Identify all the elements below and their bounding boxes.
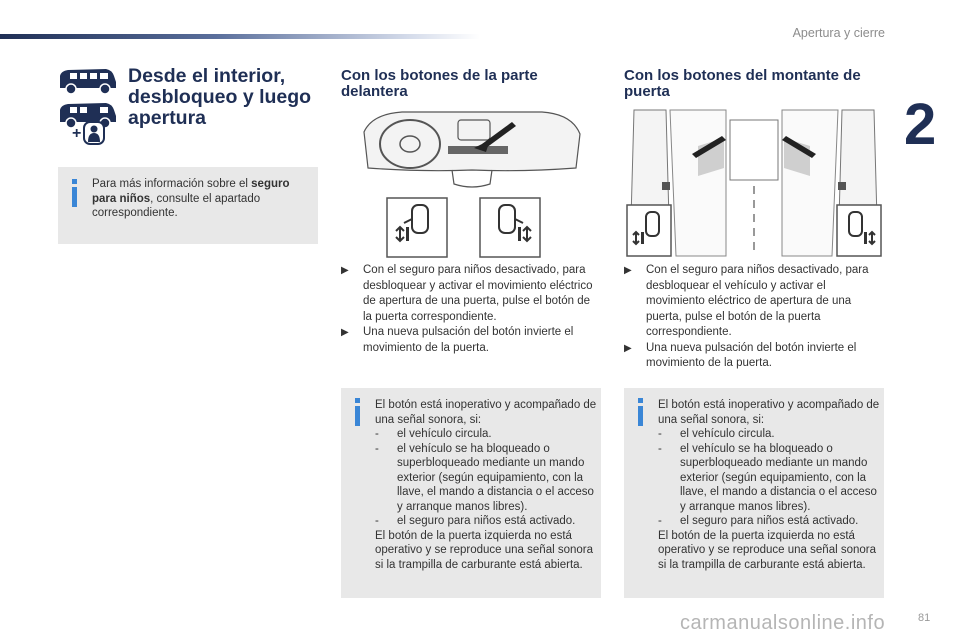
info-text: El botón está inoperativo y acompañado de una señal sonora, si: - el vehículo circula. - el vehículo se ha bloqueado o superbloqueado mediante un mando exterior (según equipamiento, con la llave, el mando a distancia o el acceso y arranque manos libres). - el seguro para niños está activado. El botón de la puerta izquierda no está operativo y se reproduce una señal sonora si la trampilla de carburante está abierta. [658,399,880,571]
door-button-left-icon [386,197,448,258]
list-item: - el seguro para niños está activado. [375,515,576,527]
info-box-child-lock [58,167,318,244]
list-item: - el vehículo se ha bloqueado o superbloqueado mediante un mando exterior (según equipamiento, con la llave, el mando a distancia o el acceso y arranque manos libres). [375,442,594,513]
heading-pillar-buttons: Con los botones del montante de puerta [624,67,861,100]
heading-front-buttons: Con los botones de la parte delantera [341,67,538,100]
list-item: - el vehículo se ha bloqueado o superbloqueado mediante un mando exterior (según equipamiento, con la llave, el mando a distancia o el acceso y arranque manos libres). [658,442,877,513]
arrow-right-icon: ▶ [624,342,632,354]
info-text: El botón está inoperativo y acompañado de una señal sonora, si: - el vehículo circula. - el vehículo se ha bloqueado o superbloqueado mediante un mando exterior (según equipamiento, con la llave, el mando a distancia o el acceso y arranque manos libres). - el seguro para niños está activado. El botón de la puerta izquierda no está operativo y se reproduce una señal sonora si la trampilla de carburante está abierta. [375,399,597,571]
list-item: - el seguro para niños está activado. [658,515,859,527]
chapter-number: 2 [904,92,937,157]
page-number: 81 [918,612,931,624]
list-item: ▶ Una nueva pulsación del botón invierte el movimiento de la puerta. [341,326,574,354]
pillar-button-left-icon [626,204,672,257]
van-icon [56,66,118,96]
bullet-list-pillar [624,263,882,372]
page-title: Desde el interior, desbloqueo y luego apertura [128,65,312,129]
arrow-right-icon: ▶ [624,265,632,276]
arrow-right-icon: ▶ [341,265,349,276]
header-bar [0,34,480,39]
info-icon [355,406,360,426]
dashboard-illustration [362,108,582,190]
watermark: carmanualsonline.info [680,612,886,634]
info-icon [638,406,643,426]
info-box-pillar-buttons [624,388,884,598]
info-icon [72,187,77,207]
list-item: - el vehículo circula. [375,428,492,440]
bullet-list-front [341,263,599,356]
child-icon [72,120,106,146]
list-item: ▶ Con el seguro para niños desactivado, para desbloquear el vehículo y activar el movimiento eléctrico de apertura de una puerta, pulse el botón de la puerta correspondiente. [624,264,869,338]
list-item: - el vehículo circula. [658,428,775,440]
door-button-right-icon [479,197,541,258]
list-item: ▶ Con el seguro para niños desactivado, para desbloquear y activar el movimiento eléctrico de apertura de una puerta, pulse el botón de la puerta correspondiente. [341,264,593,323]
svg-text:+: + [72,125,82,142]
info-text: Para más información sobre el seguro para niños, consulte el apartado correspondiente. [92,178,290,219]
list-item: ▶ Una nueva pulsación del botón invierte el movimiento de la puerta. [624,341,857,369]
arrow-right-icon: ▶ [341,327,349,338]
pillar-button-right-icon [836,204,882,257]
info-box-front-buttons [341,388,601,598]
section-title: Apertura y cierre [792,26,885,40]
